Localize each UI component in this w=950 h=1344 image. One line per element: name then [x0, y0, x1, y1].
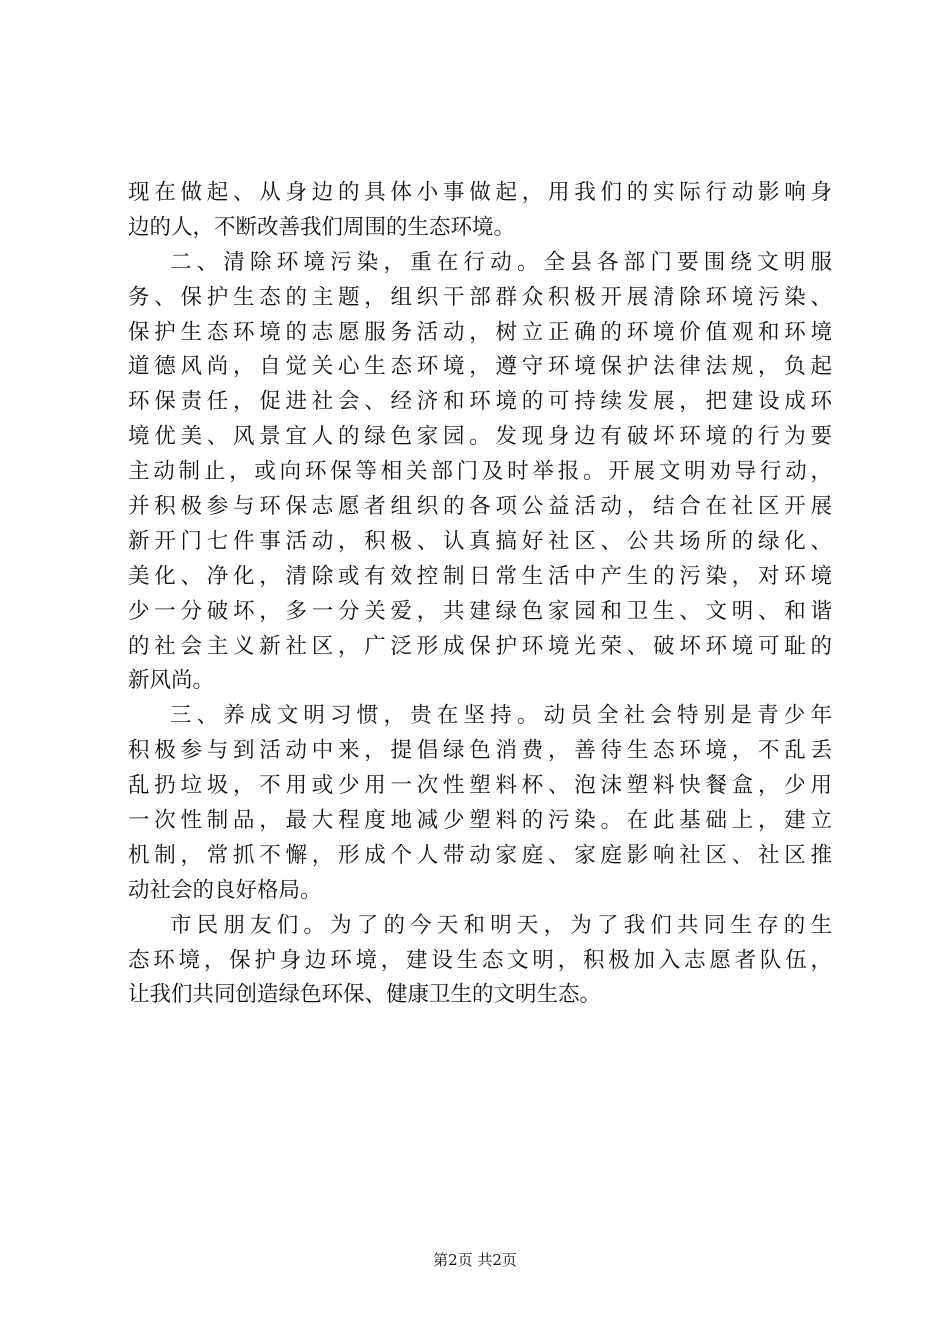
text-line: 市民朋友们。为了的今天和明天，为了我们共同生存的生 [170, 912, 832, 938]
text-line: 环保责任，促进社会、经济和环境的可持续发展，把建设成环 [128, 389, 832, 415]
page-number-footer: 第2页 共2页 [433, 1251, 517, 1269]
text-line: 二、清除环境污染，重在行动。全县各部门要围绕文明服 [170, 249, 832, 275]
text-line: 的社会主义新社区，广泛形成保护环境光荣、破坏环境可耻的 [128, 633, 832, 659]
text-line: 主动制止，或向环保等相关部门及时举报。开展文明劝导行动， [128, 459, 832, 485]
text-line: 保护生态环境的志愿服务活动，树立正确的环境价值观和环境 [128, 319, 832, 345]
document-body [128, 176, 832, 1013]
text-line: 让我们共同创造绿色环保、健康卫生的文明生态。 [128, 982, 602, 1008]
text-line: 道德风尚，自觉关心生态环境，遵守环境保护法律法规，负起 [128, 354, 832, 380]
text-line: 乱扔垃圾，不用或少用一次性塑料杯、泡沫塑料快餐盒，少用 [128, 773, 832, 799]
text-line: 动社会的良好格局。 [128, 877, 322, 903]
text-line: 态环境，保护身边环境，建设生态文明，积极加入志愿者队伍， [128, 947, 832, 973]
text-line: 新开门七件事活动，积极、认真搞好社区、公共场所的绿化、 [128, 528, 832, 554]
paragraph-3 [128, 699, 832, 908]
text-line: 境优美、风景宜人的绿色家园。发现身边有破坏环境的行为要 [128, 424, 832, 450]
text-line: 美化、净化，清除或有效控制日常生活中产生的污染，对环境 [128, 563, 832, 589]
text-line: 机制，常抓不懈，形成个人带动家庭、家庭影响社区、社区推 [128, 842, 832, 868]
text-line: 并积极参与环保志愿者组织的各项公益活动，结合在社区开展 [128, 494, 832, 520]
text-line: 新风尚。 [128, 668, 215, 694]
text-line: 边的人，不断改善我们周围的生态环境。 [128, 214, 516, 240]
text-line: 务、保护生态的主题，组织干部群众积极开展清除环境污染、 [128, 284, 832, 310]
paragraph-2 [128, 246, 832, 700]
text-line: 少一分破坏，多一分关爱，共建绿色家园和卫生、文明、和谐 [128, 598, 832, 624]
text-line: 一次性制品，最大程度地减少塑料的污染。在此基础上，建立 [128, 808, 832, 834]
paragraph-1 [128, 176, 832, 246]
text-line: 现在做起、从身边的具体小事做起，用我们的实际行动影响身 [128, 180, 832, 205]
text-line: 三、养成文明习惯，贵在坚持。动员全社会特别是青少年 [170, 703, 832, 729]
paragraph-4 [128, 909, 832, 1014]
text-line: 积极参与到活动中来，提倡绿色消费，善待生态环境，不乱丢 [128, 738, 832, 764]
